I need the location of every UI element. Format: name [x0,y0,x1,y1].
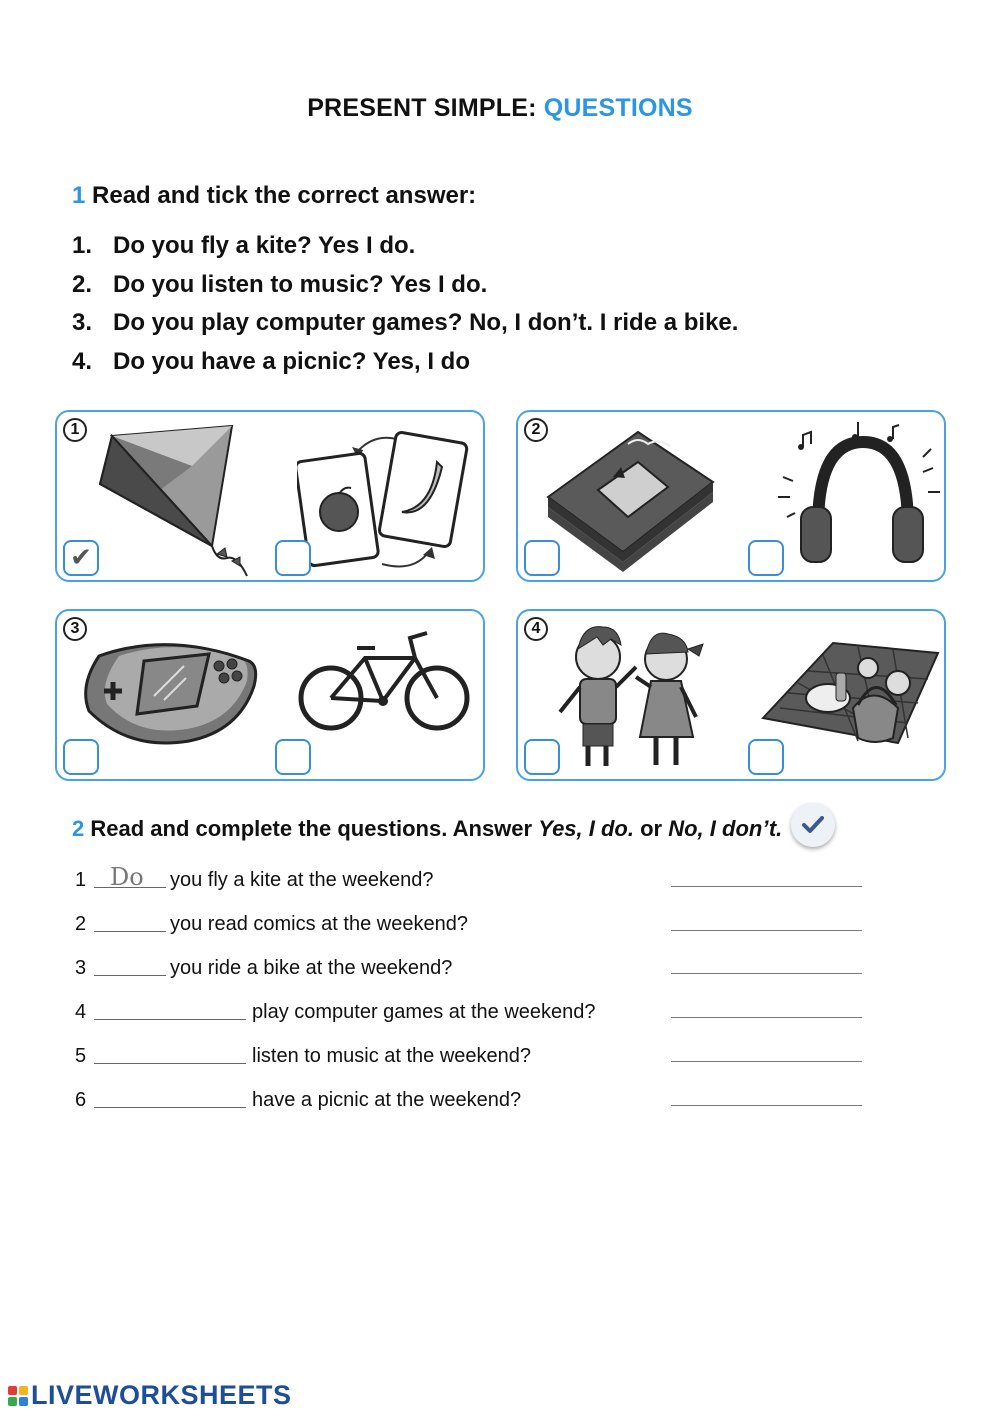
question-text-3: you ride a bike at the weekend? [170,957,453,979]
question-text-4: play computer games at the weekend? [252,1001,596,1023]
liveworksheets-footer[interactable] [8,1380,292,1411]
answer-blank-1[interactable] [94,866,166,888]
question-item [72,230,738,269]
panel-number-badge: 3 [63,617,87,641]
answer-blank-3[interactable] [94,954,166,976]
game-console-image [79,626,259,746]
yes-no-answer-2[interactable] [671,909,862,931]
bicycle-image [295,623,475,743]
liveworksheets-logo-icon [8,1386,28,1406]
yes-no-answer-4[interactable] [671,996,862,1018]
picture-panel-1 [55,410,485,582]
row-number: 3 [75,957,87,979]
answer-blank-4[interactable] [94,998,246,1020]
tick-box-bicycle[interactable] [275,739,311,775]
row-number: 6 [75,1089,87,1111]
tick-box-children[interactable] [524,739,560,775]
brand-name: LIVEWORKSHEETS [31,1380,292,1410]
section-2-number: 2 [72,816,85,841]
section-2-heading [72,816,782,842]
answer-no-example: No, I don’t. [668,816,783,841]
yes-no-answer-5[interactable] [671,1040,862,1062]
tick-box-kite[interactable]: ✔ [63,540,99,576]
check-icon [791,803,835,847]
picture-cards-image [297,422,477,577]
tick-box-headphones[interactable] [748,540,784,576]
section-1-heading [72,182,476,210]
question-number: 1. [72,232,93,259]
section-1-instruction: Read and tick the correct answer: [92,182,477,209]
row-number: 1 [75,869,87,891]
section-1-number: 1 [72,182,86,209]
question-text-6: have a picnic at the weekend? [252,1089,522,1111]
check-answers-button[interactable] [791,803,835,847]
two-children-image [548,619,723,779]
picnic-blanket-image [758,623,943,768]
tick-box-picnic[interactable] [748,739,784,775]
question-text: Do you fly a kite? Yes I do. [113,232,416,259]
answer-blank-2[interactable] [94,910,166,932]
section-2-instruction: Read and complete the questions. Answer [90,816,539,841]
panel-number-badge: 1 [63,418,87,442]
kite-image [92,416,262,581]
tick-box-game-console[interactable] [63,739,99,775]
question-text: Do you play computer games? No, I don’t. I ride a bike. [113,309,739,336]
question-number: 3. [72,309,93,336]
yes-no-answer-6[interactable] [671,1084,862,1106]
tick-box-comics[interactable] [524,540,560,576]
section-1-question-list [72,230,738,384]
row-number: 5 [75,1045,87,1067]
question-text-1: you fly a kite at the weekend? [170,869,434,891]
tick-box-cards[interactable] [275,540,311,576]
yes-no-answer-1[interactable] [671,865,862,887]
headphones-image [773,417,943,577]
page-title [0,94,1000,123]
picture-panel-3 [55,609,485,781]
yes-no-answer-3[interactable] [671,952,862,974]
answer-yes-example: Yes, I do. [538,816,634,841]
title-main: PRESENT SIMPLE: [307,94,537,122]
row-number: 4 [75,1001,87,1023]
answer-blank-6[interactable] [94,1086,246,1108]
question-item [72,346,738,385]
question-text: Do you listen to music? Yes I do. [113,270,488,298]
comics-image [543,422,718,572]
picture-panel-2 [516,410,946,582]
question-number: 2. [72,270,93,298]
question-text-5: listen to music at the weekend? [252,1045,532,1067]
section-2-or: or [634,816,669,841]
question-number: 4. [72,347,93,375]
title-highlight: QUESTIONS [543,94,693,122]
answer-blank-5[interactable] [94,1042,246,1064]
picture-panel-4 [516,609,946,781]
question-item [72,307,738,346]
row-number: 2 [75,913,87,935]
question-text: Do you have a picnic? Yes, I do [113,347,470,375]
question-text-2: you read comics at the weekend? [170,913,468,935]
panel-number-badge: 2 [524,418,548,442]
question-item [72,269,738,308]
panel-number-badge: 4 [524,617,548,641]
